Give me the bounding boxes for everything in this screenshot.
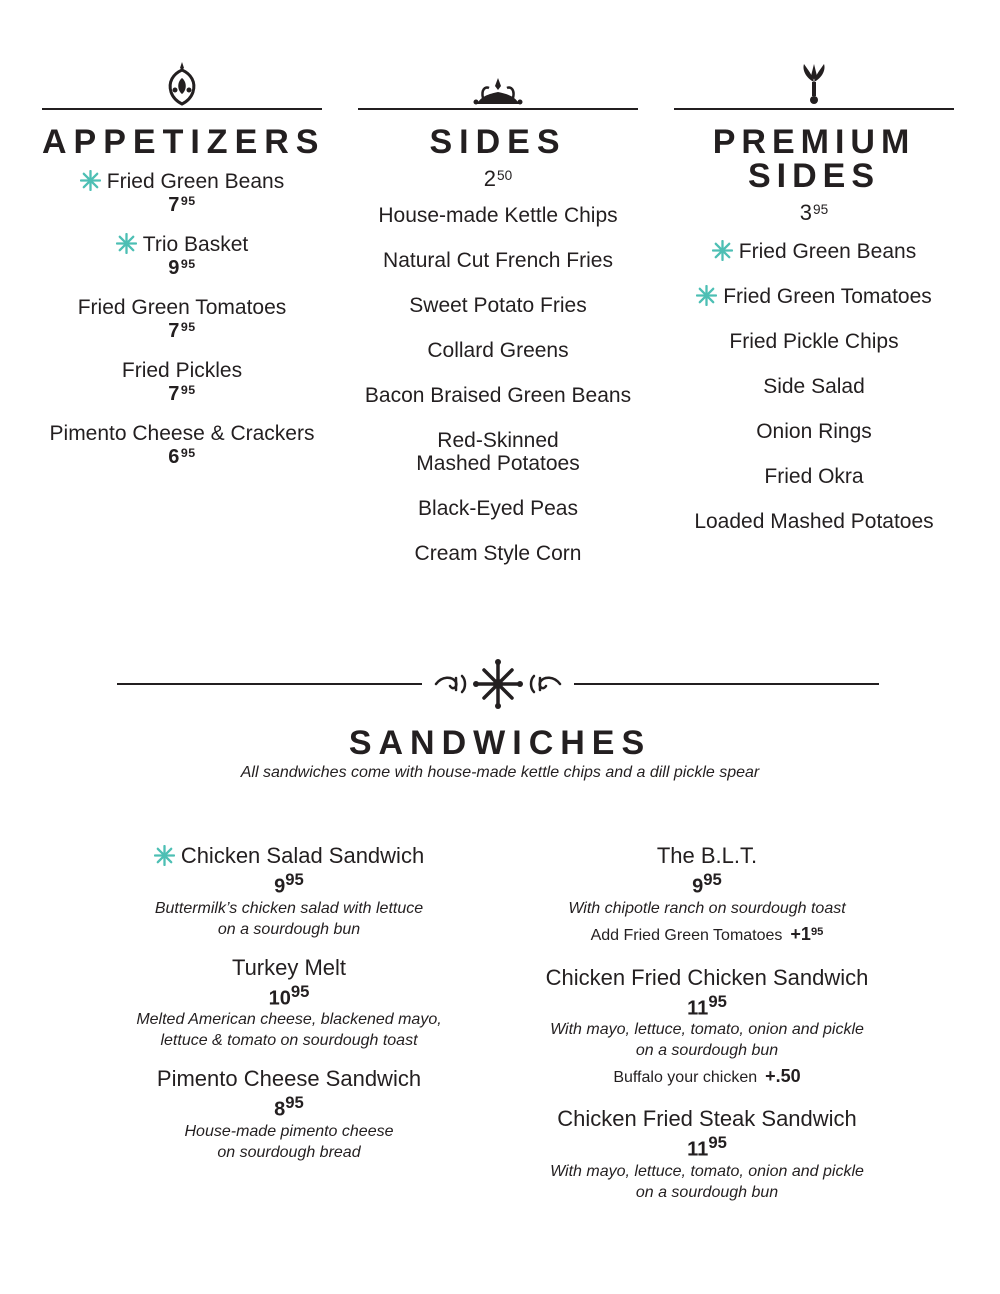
sides-section [358, 58, 638, 587]
appetizer-item [42, 295, 322, 345]
sandwich-price-dollars: 9 [274, 875, 286, 898]
sides-price-dollars: 2 [483, 166, 497, 191]
appetizer-item [42, 232, 322, 282]
sandwich-price-cents: 95 [285, 1093, 304, 1113]
side-item: Bacon Braised Green Beans [364, 384, 632, 407]
addon-price [765, 1066, 801, 1086]
side-item: Red-Skinned Mashed Potatoes [416, 429, 580, 475]
premium-side-name: Onion Rings [756, 420, 872, 443]
premium-side-name: Fried Pickle Chips [729, 330, 899, 353]
appetizer-item [42, 421, 322, 471]
side-item: House-made Kettle Chips [378, 204, 618, 227]
sandwiches-title: SANDWICHES [348, 724, 652, 762]
side-item: Natural Cut French Fries [383, 249, 613, 272]
divider-line-right [574, 683, 879, 685]
asterisk-star-icon [712, 240, 733, 261]
sandwich-price-dollars: 8 [274, 1098, 286, 1121]
sandwich-description: House-made pimento cheese on sourdough bread [184, 1122, 394, 1161]
spire-ornament-icon [674, 58, 954, 106]
appetizer-name-text: Fried Pickles [121, 359, 243, 382]
sandwiches-header [0, 725, 1000, 783]
side-item: Collard Greens [427, 339, 569, 362]
appetizer-item [42, 169, 322, 219]
sandwich-name [497, 842, 917, 869]
premium-side-item [674, 420, 954, 443]
sandwiches-right-column [497, 842, 917, 1217]
appetizer-price [42, 257, 322, 282]
appetizer-name-text: Pimento Cheese & Crackers [49, 422, 315, 445]
sandwich-name-text: Chicken Fried Chicken Sandwich [545, 964, 869, 990]
sandwich-addon [497, 1063, 917, 1091]
premium-side-item [674, 285, 954, 308]
premium-side-item [674, 330, 954, 353]
premium-sides-price-dollars: 3 [799, 200, 813, 225]
sandwich-name [79, 954, 499, 981]
premium-side-item [674, 465, 954, 488]
addon-price-dollars: +1 [790, 923, 811, 944]
premium-sides-section [674, 58, 954, 555]
divider-line-left [117, 683, 422, 685]
sandwich-description: Buttermilk’s chicken salad with lettuce on a sourdough bun [154, 899, 424, 938]
addon-price [790, 924, 823, 944]
sandwich-name-text: Turkey Melt [231, 954, 347, 980]
appetizer-price-cents: 95 [180, 257, 196, 272]
premium-sides-rule [674, 108, 954, 110]
addon-label: Buffalo your chicken [613, 1069, 758, 1087]
premium-side-name: Side Salad [763, 375, 865, 398]
sandwich-name-text: Chicken Fried Steak Sandwich [557, 1106, 857, 1132]
appetizer-price-cents: 95 [180, 320, 196, 335]
appetizer-name-text: Fried Green Beans [106, 170, 285, 193]
sandwich-price [79, 981, 499, 1010]
appetizer-price [42, 194, 322, 219]
appetizer-price-cents: 95 [180, 446, 196, 461]
premium-side-item [674, 240, 954, 263]
sandwich-description: With mayo, lettuce, tomato, onion and pickle on a sourdough bun [550, 1021, 864, 1060]
sandwich-item [79, 842, 499, 940]
premium-side-name: Fried Green Tomatoes [723, 285, 932, 308]
sandwich-name-text: Chicken Salad Sandwich [180, 843, 425, 868]
sandwich-price-dollars: 11 [687, 997, 709, 1020]
sandwich-price-cents: 95 [703, 870, 722, 889]
appetizer-price [42, 383, 322, 408]
premium-sides-list [674, 240, 954, 533]
appetizer-name [42, 421, 322, 446]
appetizer-price-dollars: 7 [168, 194, 180, 216]
snowflake-scroll-ornament-icon [428, 656, 568, 712]
side-item: Sweet Potato Fries [409, 294, 587, 317]
sandwich-price [497, 1132, 917, 1161]
sides-price [358, 167, 638, 194]
premium-side-item [674, 375, 954, 398]
sandwich-price [79, 1092, 499, 1121]
sandwich-name-text: The B.L.T. [656, 843, 758, 868]
sandwich-item [79, 1065, 499, 1163]
sandwich-price-dollars: 9 [692, 875, 704, 898]
appetizer-item [42, 358, 322, 408]
appetizers-section [42, 58, 326, 484]
sandwich-description: With chipotle ranch on sourdough toast [568, 899, 846, 917]
appetizer-price [42, 320, 322, 345]
premium-sides-price-cents: 95 [813, 201, 829, 217]
sandwich-name [79, 842, 499, 869]
appetizer-name [42, 358, 322, 383]
appetizer-price-dollars: 9 [168, 257, 180, 279]
sandwich-price-cents: 95 [290, 981, 310, 1001]
sandwich-price-cents: 95 [708, 1133, 727, 1153]
premium-side-item [674, 510, 954, 533]
sandwich-price-dollars: 10 [268, 987, 291, 1010]
sandwich-price-cents: 95 [285, 870, 304, 889]
premium-side-name: Fried Green Beans [738, 240, 917, 263]
appetizer-price-cents: 95 [180, 194, 196, 209]
sandwich-description: With mayo, lettuce, tomato, onion and pickle on a sourdough bun [550, 1162, 864, 1201]
premium-sides-title-line1: PREMIUM [712, 123, 916, 161]
sandwich-name [79, 1065, 499, 1092]
appetizers-list [42, 169, 322, 471]
appetizer-name-text: Trio Basket [142, 233, 249, 256]
premium-sides-title-line2: SIDES [747, 157, 881, 195]
addon-price-cents: 95 [810, 925, 824, 938]
fleur-ornament-icon [42, 58, 322, 106]
asterisk-star-icon [116, 233, 137, 254]
sandwich-item [79, 954, 499, 1052]
addon-price-dollars: +.50 [765, 1066, 801, 1087]
appetizer-price [42, 446, 322, 471]
asterisk-star-icon [154, 845, 175, 866]
sandwich-name-text: Pimento Cheese Sandwich [156, 1066, 422, 1092]
appetizer-name [42, 295, 322, 320]
crown-ornament-icon [358, 58, 638, 106]
sandwich-price-cents: 95 [708, 991, 727, 1011]
premium-sides-title [674, 125, 954, 193]
appetizer-name [42, 169, 322, 194]
asterisk-star-icon [80, 170, 101, 191]
addon-label: Add Fried Green Tomatoes [590, 926, 783, 944]
sides-rule [358, 108, 638, 110]
asterisk-star-icon [696, 285, 717, 306]
section-divider [117, 656, 879, 712]
side-item: Cream Style Corn [414, 542, 582, 565]
side-item: Black-Eyed Peas [418, 497, 578, 520]
sandwich-description: Melted American cheese, blackened mayo, lettuce & tomato on sourdough toast [136, 1011, 442, 1050]
appetizer-name-text: Fried Green Tomatoes [77, 296, 287, 319]
appetizers-rule [42, 108, 322, 110]
sandwich-price [79, 869, 499, 898]
sides-title: SIDES [429, 123, 567, 161]
premium-sides-price [674, 201, 954, 228]
appetizer-name [42, 232, 322, 257]
sandwich-price [497, 991, 917, 1020]
appetizer-price-dollars: 6 [168, 446, 180, 468]
sandwich-name [497, 964, 917, 991]
appetizers-title: APPETIZERS [42, 123, 326, 161]
sides-list [358, 204, 638, 565]
sandwich-name [497, 1105, 917, 1132]
sandwich-price-dollars: 11 [687, 1138, 709, 1161]
sandwiches-left-column [79, 842, 499, 1177]
appetizer-price-dollars: 7 [168, 320, 180, 342]
appetizer-price-cents: 95 [180, 383, 196, 398]
appetizer-price-dollars: 7 [168, 383, 180, 405]
sandwich-item [497, 842, 917, 950]
sides-price-cents: 50 [497, 167, 513, 183]
sandwich-item [497, 964, 917, 1092]
premium-side-name: Fried Okra [764, 465, 864, 488]
sandwiches-note: All sandwiches come with house-made kettle chips and a dill pickle spear [240, 764, 760, 781]
sandwich-price [497, 869, 917, 898]
sandwich-item [497, 1105, 917, 1203]
premium-side-name: Loaded Mashed Potatoes [694, 510, 934, 533]
sandwich-addon [497, 921, 917, 950]
